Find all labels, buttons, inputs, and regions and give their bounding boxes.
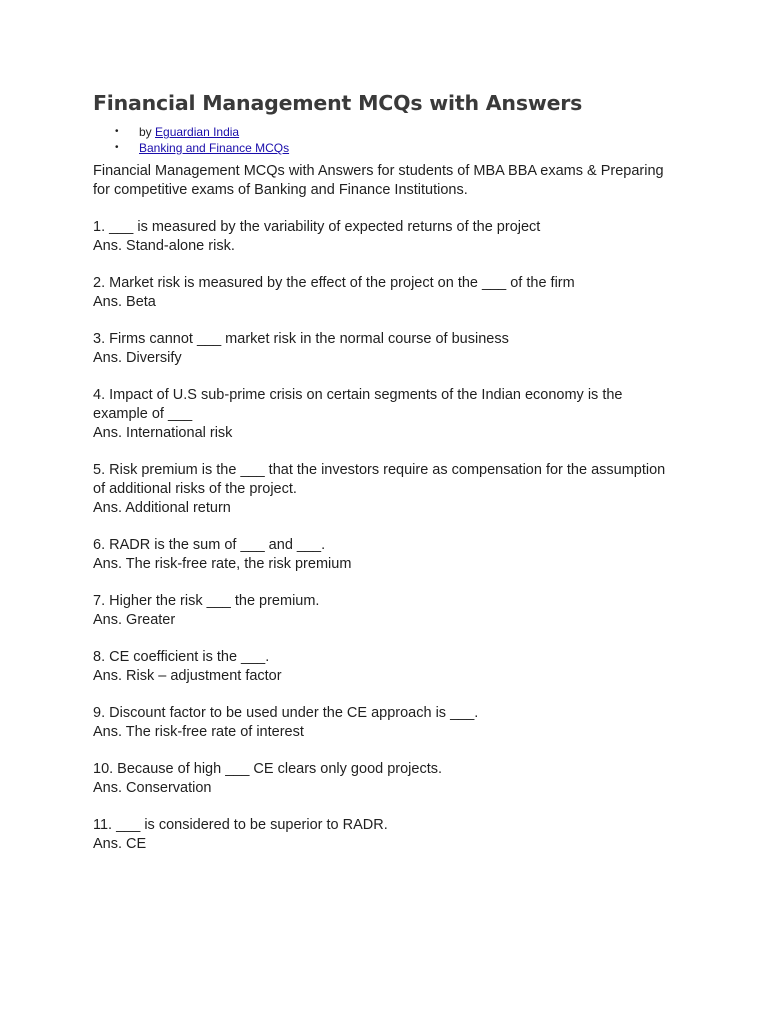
question-text: 11. ___ is considered to be superior to RADR. xyxy=(93,817,388,833)
question-item xyxy=(93,218,673,256)
answer-text: Ans. Risk – adjustment factor xyxy=(93,668,282,684)
category-link[interactable]: Banking and Finance MCQs xyxy=(139,141,290,155)
answer-text: Ans. The risk-free rate, the risk premium xyxy=(93,556,352,572)
category-item xyxy=(93,140,673,156)
answer-text: Ans. Beta xyxy=(93,294,156,310)
question-item xyxy=(93,274,673,312)
question-text: 8. CE coefficient is the ___. xyxy=(93,649,270,665)
question-text: 4. Impact of U.S sub-prime crisis on certain segments of the Indian economy is the example of ___ xyxy=(93,387,623,422)
document-page xyxy=(93,88,673,872)
question-text: 5. Risk premium is the ___ that the investors require as compensation for the assumption of additional risks of the project. xyxy=(93,462,666,497)
answer-text: Ans. Greater xyxy=(93,612,176,628)
question-item xyxy=(93,648,673,686)
answer-text: Ans. Stand-alone risk. xyxy=(93,238,235,254)
question-text: 10. Because of high ___ CE clears only good projects. xyxy=(93,761,443,777)
answer-text: Ans. Conservation xyxy=(93,780,212,796)
bullet-icon: • xyxy=(115,126,119,137)
question-item xyxy=(93,330,673,368)
answer-text: Ans. The risk-free rate of interest xyxy=(93,724,304,740)
question-item xyxy=(93,592,673,630)
question-item xyxy=(93,704,673,742)
answer-text: Ans. International risk xyxy=(93,425,233,441)
answer-text: Ans. Additional return xyxy=(93,500,231,516)
question-item xyxy=(93,461,673,518)
question-item xyxy=(93,760,673,798)
question-text: 3. Firms cannot ___ market risk in the normal course of business xyxy=(93,331,509,347)
post-meta-list xyxy=(93,124,673,156)
intro-paragraph: Financial Management MCQs with Answers for students of MBA BBA exams & Preparing for competitive exams of Banking and Finance Institutions. xyxy=(93,163,664,198)
question-text: 9. Discount factor to be used under the CE approach is ___. xyxy=(93,705,479,721)
by-label: by xyxy=(139,125,152,139)
question-text: 7. Higher the risk ___ the premium. xyxy=(93,593,320,609)
question-text: 2. Market risk is measured by the effect of the project on the ___ of the firm xyxy=(93,275,575,291)
author-item xyxy=(93,124,673,140)
question-text: 6. RADR is the sum of ___ and ___. xyxy=(93,537,326,553)
question-item xyxy=(93,386,673,443)
answer-text: Ans. Diversify xyxy=(93,350,182,366)
question-item xyxy=(93,536,673,574)
answer-text: Ans. CE xyxy=(93,836,147,852)
question-list xyxy=(93,218,673,854)
page-title: Financial Management MCQs with Answers xyxy=(93,91,583,115)
question-item xyxy=(93,816,673,854)
bullet-icon: • xyxy=(115,142,119,153)
question-text: 1. ___ is measured by the variability of expected returns of the project xyxy=(93,219,541,235)
author-link[interactable]: Eguardian India xyxy=(155,125,240,139)
